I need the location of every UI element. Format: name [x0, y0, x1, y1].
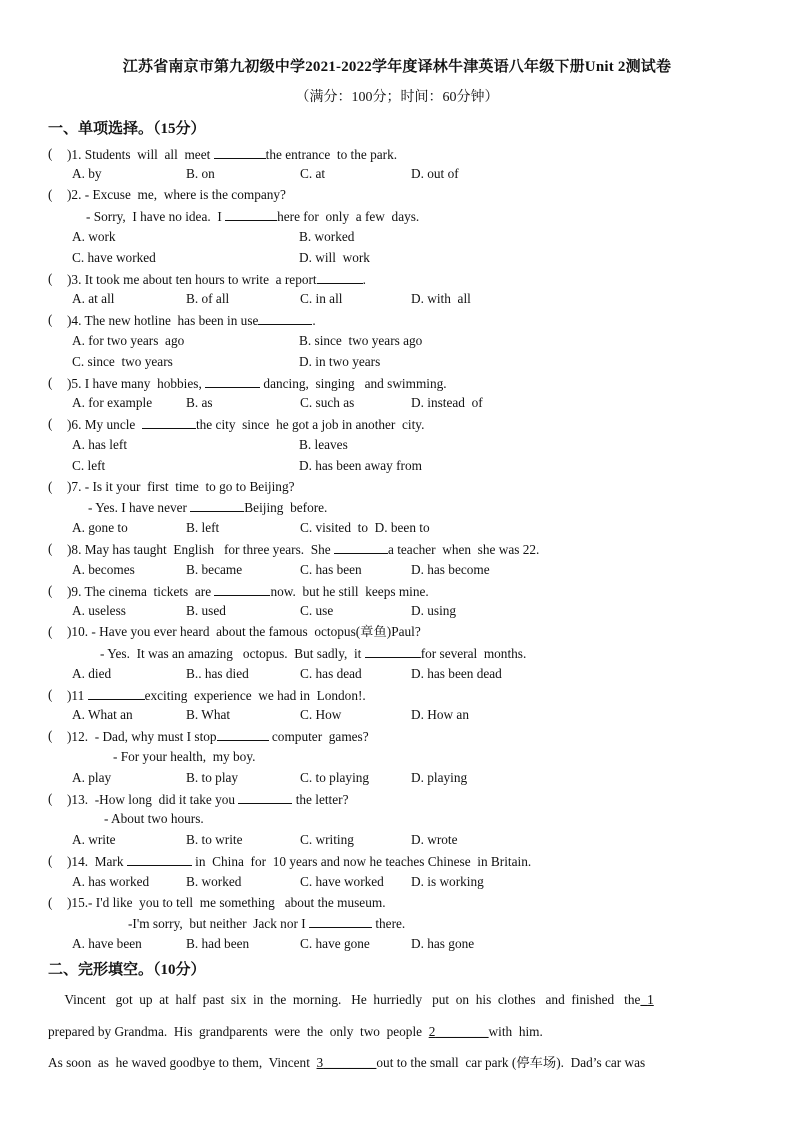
option-a: A. work	[72, 229, 116, 244]
option-b: B. as	[186, 395, 213, 410]
answer-blank	[317, 270, 363, 284]
option-a: A. died	[72, 666, 112, 681]
answer-blank	[334, 540, 388, 554]
option-a: A. play	[72, 770, 112, 785]
answer-paren: (	[48, 146, 53, 161]
option-b: B. had been	[186, 936, 250, 951]
option-d: D. has been away from	[299, 458, 422, 473]
answer-blank	[309, 914, 372, 928]
question-stem: )4. The new hotline has been in use .	[67, 313, 316, 328]
option-a: A. becomes	[72, 562, 135, 577]
option-a: A. has left	[72, 437, 128, 452]
option-c: C. How	[300, 707, 342, 722]
answer-blank	[190, 498, 244, 512]
option-b: B. to play	[186, 770, 239, 785]
answer-blank	[238, 790, 292, 804]
option-d: D. has been dead	[411, 666, 502, 681]
option-a: A. for example	[72, 395, 153, 410]
question-stem: )10. - Have you ever heard about the famous octopus(章鱼)Paul?	[67, 624, 421, 639]
section-1-heading: 一、单项选择。（15分）	[48, 121, 206, 137]
question-stem: )3. It took me about ten hours to write a report .	[67, 272, 366, 287]
answer-paren: (	[48, 416, 53, 431]
option-c: C. such as	[300, 395, 355, 410]
answer-blank	[127, 852, 192, 866]
answer-blank	[217, 727, 269, 741]
question-stem: )9. The cinema tickets are now. but he still keeps mine.	[67, 584, 429, 599]
section-2-heading: 二、完形填空。（10分）	[48, 962, 206, 978]
option-b: B. of all	[186, 291, 230, 306]
option-c: C. use	[300, 603, 334, 618]
question-stem: )6. My uncle the city since he got a job in another city.	[67, 417, 425, 432]
answer-blank	[365, 644, 421, 658]
option-c: C. has been	[300, 562, 362, 577]
answer-paren: (	[48, 312, 53, 327]
option-d: D. in two years	[299, 354, 381, 369]
option-b: B. on	[186, 166, 215, 181]
option-c: C. visited to D. been to	[300, 520, 430, 535]
question-reply: - Yes. I have never Beijing before.	[88, 500, 328, 515]
option-a: A. for two years ago	[72, 333, 185, 348]
cloze-text: As soon as he waved goodbye to them, Vincent	[48, 1055, 317, 1070]
question-reply: - Yes. It was an amazing octopus. But sadly, it for several months.	[100, 646, 527, 661]
option-d: D. using	[411, 603, 457, 618]
answer-blank	[214, 582, 270, 596]
question-stem: )13. -How long did it take you the letter?	[67, 792, 349, 807]
question-stem: )15.- I'd like you to tell me something about the museum.	[67, 895, 386, 910]
option-d: D. will work	[299, 250, 370, 265]
cloze-line-3	[48, 1054, 774, 1072]
option-c: C. to playing	[300, 770, 370, 785]
option-b: B. worked	[299, 229, 355, 244]
answer-blank	[205, 374, 260, 388]
option-d: D. wrote	[411, 832, 458, 847]
cloze-text: Vincent got up at half past six in the morning. He hurriedly put on his clothes and finished the	[48, 992, 641, 1007]
exam-subtitle: （满分：100分；时间：60分钟）	[295, 90, 499, 105]
option-c: C. has dead	[300, 666, 362, 681]
option-c: C. left	[72, 458, 106, 473]
option-a: A. write	[72, 832, 116, 847]
answer-blank	[142, 415, 196, 429]
question-stem: )1. Students will all meet the entrance to the park.	[67, 147, 398, 162]
answer-paren: (	[48, 791, 53, 806]
option-c: C. writing	[300, 832, 354, 847]
option-a: A. useless	[72, 603, 126, 618]
cloze-text: out to the small car park (停车场). Dad’s car was	[376, 1055, 646, 1070]
option-b: B. used	[186, 603, 226, 618]
option-b: B. since two years ago	[299, 333, 423, 348]
answer-blank	[258, 311, 312, 325]
question-reply: - About two hours.	[104, 811, 204, 826]
option-d: D. is working	[411, 874, 484, 889]
option-a: A. at all	[72, 291, 115, 306]
answer-paren: (	[48, 271, 53, 286]
cloze-blank-2: 2________	[428, 1024, 489, 1039]
answer-paren: (	[48, 479, 53, 494]
exam-title: 江苏省南京市第九初级中学2021-2022学年度译林牛津英语八年级下册Unit 2测试卷	[122, 59, 672, 75]
option-a: A. have been	[72, 936, 142, 951]
question-reply: -I'm sorry, but neither Jack nor I there.	[128, 916, 406, 931]
question-stem: )2. - Excuse me, where is the company?	[67, 187, 286, 202]
option-b: B. to write	[186, 832, 243, 847]
option-b: B. left	[186, 520, 220, 535]
option-d: D. instead of	[411, 395, 483, 410]
answer-paren: (	[48, 187, 53, 202]
option-d: D. How an	[411, 707, 469, 722]
option-c: C. at	[300, 166, 326, 181]
question-stem: )7. - Is it your first time to go to Beijing?	[67, 479, 295, 494]
cloze-blank-3: 3________	[316, 1055, 377, 1070]
option-b: B. What	[186, 707, 231, 722]
question-reply: - Sorry, I have no idea. I here for only a few days.	[86, 209, 420, 224]
answer-paren: (	[48, 541, 53, 556]
option-a: A. by	[72, 166, 102, 181]
question-stem: )12. - Dad, why must I stop computer games?	[67, 729, 369, 744]
option-d: D. has gone	[411, 936, 475, 951]
question-stem: )14. Mark in China for 10 years and now he teaches Chinese in Britain.	[67, 854, 532, 869]
option-a: A. gone to	[72, 520, 128, 535]
option-c: C. in all	[300, 291, 343, 306]
option-b: B. leaves	[299, 437, 348, 452]
option-c: C. since two years	[72, 354, 173, 369]
question-stem: )8. May has taught English for three years. She a teacher when she was 22.	[67, 542, 540, 557]
cloze-line-2	[48, 1023, 774, 1041]
question-stem: )5. I have many hobbies, dancing, singing and swimming.	[67, 376, 447, 391]
option-b: B. became	[186, 562, 243, 577]
option-c: C. have worked	[300, 874, 384, 889]
option-b: B.. has died	[186, 666, 249, 681]
answer-paren: (	[48, 895, 53, 910]
cloze-line-1	[48, 991, 788, 1009]
option-b: B. worked	[186, 874, 242, 889]
option-a: A. What an	[72, 707, 133, 722]
answer-paren: (	[48, 375, 53, 390]
cloze-blank-1: _1	[640, 992, 654, 1007]
option-c: C. have worked	[72, 250, 156, 265]
answer-blank	[88, 686, 145, 700]
option-d: D. playing	[411, 770, 468, 785]
option-a: A. has worked	[72, 874, 150, 889]
question-reply: - For your health, my boy.	[113, 749, 256, 764]
option-d: D. has become	[411, 562, 490, 577]
answer-paren: (	[48, 624, 53, 639]
cloze-text: prepared by Grandma. His grandparents were the only two people	[48, 1024, 429, 1039]
question-stem: )11 exciting experience we had in London!.	[67, 688, 366, 703]
answer-paren: (	[48, 583, 53, 598]
answer-paren: (	[48, 853, 53, 868]
answer-blank	[214, 145, 266, 159]
answer-paren: (	[48, 687, 53, 702]
option-d: D. with all	[411, 291, 471, 306]
option-d: D. out of	[411, 166, 459, 181]
cloze-text: with him.	[488, 1024, 543, 1039]
answer-blank	[225, 207, 277, 221]
answer-paren: (	[48, 728, 53, 743]
option-c: C. have gone	[300, 936, 370, 951]
